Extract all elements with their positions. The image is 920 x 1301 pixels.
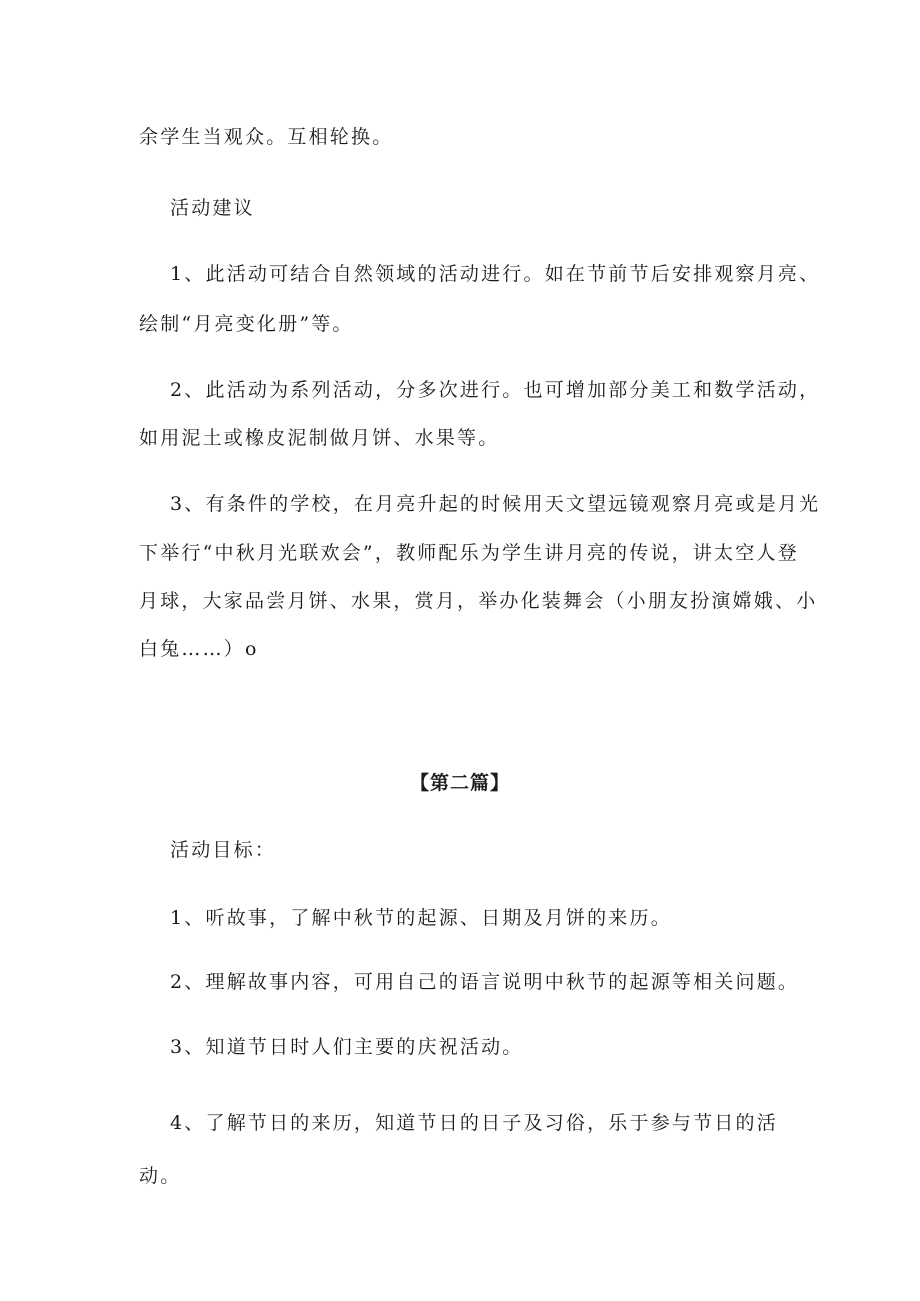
section-heading: 【第二篇】 [409, 772, 510, 794]
suggestion-2-line-1: 2、此活动为系列活动，分多次进行。也可增加部分美工和数学活动， [170, 379, 821, 401]
paragraph-continuation: 余学生当观众。互相轮换。 [139, 126, 394, 148]
suggestions-title: 活动建议 [170, 197, 255, 219]
suggestion-3-line-2: 下举行“中秋月光联欢会”，教师配乐为学生讲月亮的传说，讲太空人登 [139, 542, 799, 564]
goal-4-line-2: 动。 [139, 1165, 182, 1187]
suggestion-2-line-2: 如用泥土或橡皮泥制做月饼、水果等。 [139, 427, 500, 449]
goal-3: 3、知道节日时人们主要的庆祝活动。 [170, 1036, 524, 1058]
suggestion-1-line-1: 1、此活动可结合自然领域的活动进行。如在节前节后安排观察月亮、 [170, 263, 821, 285]
goal-2: 2、理解故事内容，可用自己的语言说明中秋节的起源等相关问题。 [170, 971, 800, 993]
suggestion-3-line-1: 3、有条件的学校，在月亮升起的时候用天文望远镜观察月亮或是月光 [170, 493, 821, 515]
suggestion-1-line-2: 绘制“月亮变化册”等。 [139, 313, 354, 335]
goals-title: 活动目标： [170, 839, 277, 861]
suggestion-3-line-3: 月球，大家品尝月饼、水果，赏月，举办化装舞会（小朋友扮演嫦娥、小 [139, 590, 818, 612]
suggestion-3-line-4: 白兔……）o [139, 638, 259, 660]
goal-4-line-1: 4、了解节日的来历，知道节日的日子及习俗，乐于参与节日的活 [170, 1112, 778, 1134]
goal-1: 1、听故事，了解中秋节的起源、日期及月饼的来历。 [170, 907, 672, 929]
